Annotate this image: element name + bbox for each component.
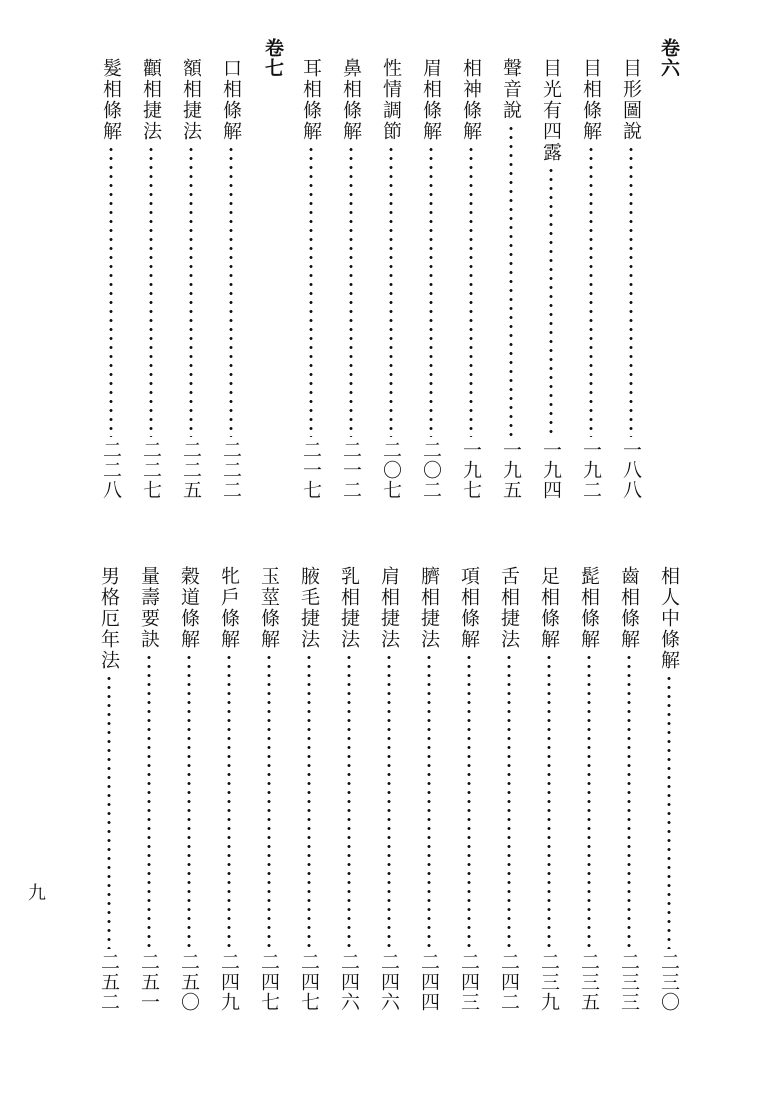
dot-leader (387, 653, 391, 949)
toc-entry[interactable] (176, 566, 202, 1012)
toc-entry[interactable] (536, 566, 562, 1012)
toc-entry-title: 性情調節 (380, 58, 402, 142)
toc-entry[interactable] (538, 58, 564, 500)
toc-entry[interactable] (256, 566, 282, 1012)
toc-entry[interactable] (178, 58, 204, 500)
toc-entry-title: 髮相條解 (100, 58, 122, 142)
toc-entry[interactable] (338, 58, 364, 500)
toc-entry-page: 二〇二 (420, 440, 442, 500)
toc-entry[interactable] (138, 58, 164, 500)
toc-entry-page: 二四二 (498, 952, 520, 1012)
toc-entry-title: 相神條解 (460, 58, 482, 142)
dot-leader (667, 674, 671, 949)
toc-entry-page: 二四三 (458, 952, 480, 1012)
toc-entry[interactable] (496, 566, 522, 1012)
toc-entry-title: 腋毛捷法 (298, 566, 320, 650)
dot-leader (149, 145, 153, 437)
dot-leader (547, 653, 551, 949)
dot-leader (507, 653, 511, 949)
toc-entry[interactable] (298, 58, 324, 500)
dot-leader (627, 653, 631, 949)
toc-entry-page: 二一二 (340, 440, 362, 500)
dot-leader (587, 653, 591, 949)
dot-leader (589, 145, 593, 437)
toc-entry-page: 二二七 (140, 440, 162, 500)
dot-leader (309, 145, 313, 437)
toc-entry-page: 一九二 (580, 440, 602, 500)
toc-entry[interactable] (616, 566, 642, 1012)
dot-leader (509, 124, 513, 437)
dot-leader (349, 145, 353, 437)
dot-leader (429, 145, 433, 437)
toc-entry[interactable] (578, 58, 604, 500)
toc-entry[interactable] (618, 58, 644, 500)
dot-leader (229, 145, 233, 437)
volume-heading-7: 卷七 (262, 38, 284, 78)
dot-leader (389, 145, 393, 437)
toc-entry-title: 男格厄年法 (98, 566, 120, 671)
toc-entry-page: 二二二 (220, 440, 242, 500)
toc-entry-title: 鼻相條解 (340, 58, 362, 142)
toc-entry-page: 二四九 (218, 952, 240, 1012)
toc-entry-page: 二四七 (298, 952, 320, 1012)
toc-entry-title: 口相條解 (220, 58, 242, 142)
toc-entry-title: 玉莖條解 (258, 566, 280, 650)
toc-entry-page: 二三九 (538, 952, 560, 1012)
toc-entry-title: 穀道條解 (178, 566, 200, 650)
toc-entry-page: 二四七 (258, 952, 280, 1012)
dot-leader (227, 653, 231, 949)
toc-entry-title: 相人中條解 (658, 566, 680, 671)
toc-entry-page: 二三〇 (658, 952, 680, 1012)
toc-entry[interactable] (296, 566, 322, 1012)
toc-entry[interactable] (336, 566, 362, 1012)
toc-entry[interactable] (456, 566, 482, 1012)
toc-entry-title: 耳相條解 (300, 58, 322, 142)
toc-entry-page: 一九五 (500, 440, 522, 500)
toc-entry[interactable] (96, 566, 122, 1012)
toc-entry-title: 量壽要訣 (138, 566, 160, 650)
toc-entry-title: 眉相條解 (420, 58, 442, 142)
toc-entry-page: 一九四 (540, 440, 562, 500)
toc-entry-page: 二五一 (138, 952, 160, 1012)
toc-entry-title: 齒相條解 (618, 566, 640, 650)
toc-entry[interactable] (418, 58, 444, 500)
toc-entry[interactable] (458, 58, 484, 500)
toc-entry-title: 目形圖說 (620, 58, 642, 142)
dot-leader (109, 145, 113, 437)
dot-leader (187, 653, 191, 949)
dot-leader (347, 653, 351, 949)
toc-entry[interactable] (216, 566, 242, 1012)
toc-entry-title: 額相捷法 (180, 58, 202, 142)
dot-leader (467, 653, 471, 949)
toc-entry-title: 目光有四露 (540, 58, 562, 163)
toc-entry[interactable] (136, 566, 162, 1012)
toc-entry[interactable] (218, 58, 244, 500)
toc-entry-page: 二五二 (98, 952, 120, 1012)
toc-entry-page: 二一七 (300, 440, 322, 500)
dot-leader (107, 674, 111, 949)
toc-entry[interactable] (376, 566, 402, 1012)
toc-entry-page: 一九七 (460, 440, 482, 500)
toc-entry-title: 臍相捷法 (418, 566, 440, 650)
toc-entry-page: 二四六 (378, 952, 400, 1012)
volume-heading-6: 卷六 (658, 38, 680, 78)
toc-entry-page: 二三三 (618, 952, 640, 1012)
toc-entry-title: 肩相捷法 (378, 566, 400, 650)
toc-entry-title: 聲音說 (500, 58, 522, 121)
toc-entry-title: 髭相條解 (578, 566, 600, 650)
toc-entry-title: 項相條解 (458, 566, 480, 650)
toc-entry-title: 目相條解 (580, 58, 602, 142)
toc-entry-title: 足相條解 (538, 566, 560, 650)
toc-entry-page: 二三五 (578, 952, 600, 1012)
dot-leader (469, 145, 473, 437)
toc-entry-page: 二二五 (180, 440, 202, 500)
toc-entry[interactable] (378, 58, 404, 500)
dot-leader (427, 653, 431, 949)
toc-entry-title: 牝戶條解 (218, 566, 240, 650)
dot-leader (147, 653, 151, 949)
toc-entry-page: 二五〇 (178, 952, 200, 1012)
toc-entry-page: 二四四 (418, 952, 440, 1012)
dot-leader (267, 653, 271, 949)
toc-entry-page: 二〇七 (380, 440, 402, 500)
toc-entry-title: 乳相捷法 (338, 566, 360, 650)
dot-leader (307, 653, 311, 949)
toc-entry-title: 顴相捷法 (140, 58, 162, 142)
toc-entry-page: 二二八 (100, 440, 122, 500)
dot-leader (189, 145, 193, 437)
toc-entry[interactable] (98, 58, 124, 500)
dot-leader (549, 166, 553, 437)
toc-entry[interactable] (416, 566, 442, 1012)
page-number: 九 (28, 883, 46, 904)
toc-entry-title: 舌相捷法 (498, 566, 520, 650)
toc-entry[interactable] (576, 566, 602, 1012)
toc-entry[interactable] (656, 566, 682, 1012)
toc-entry[interactable] (498, 58, 524, 500)
toc-entry-page: 二四六 (338, 952, 360, 1012)
dot-leader (629, 145, 633, 437)
toc-entry-page: 一八八 (620, 440, 642, 500)
